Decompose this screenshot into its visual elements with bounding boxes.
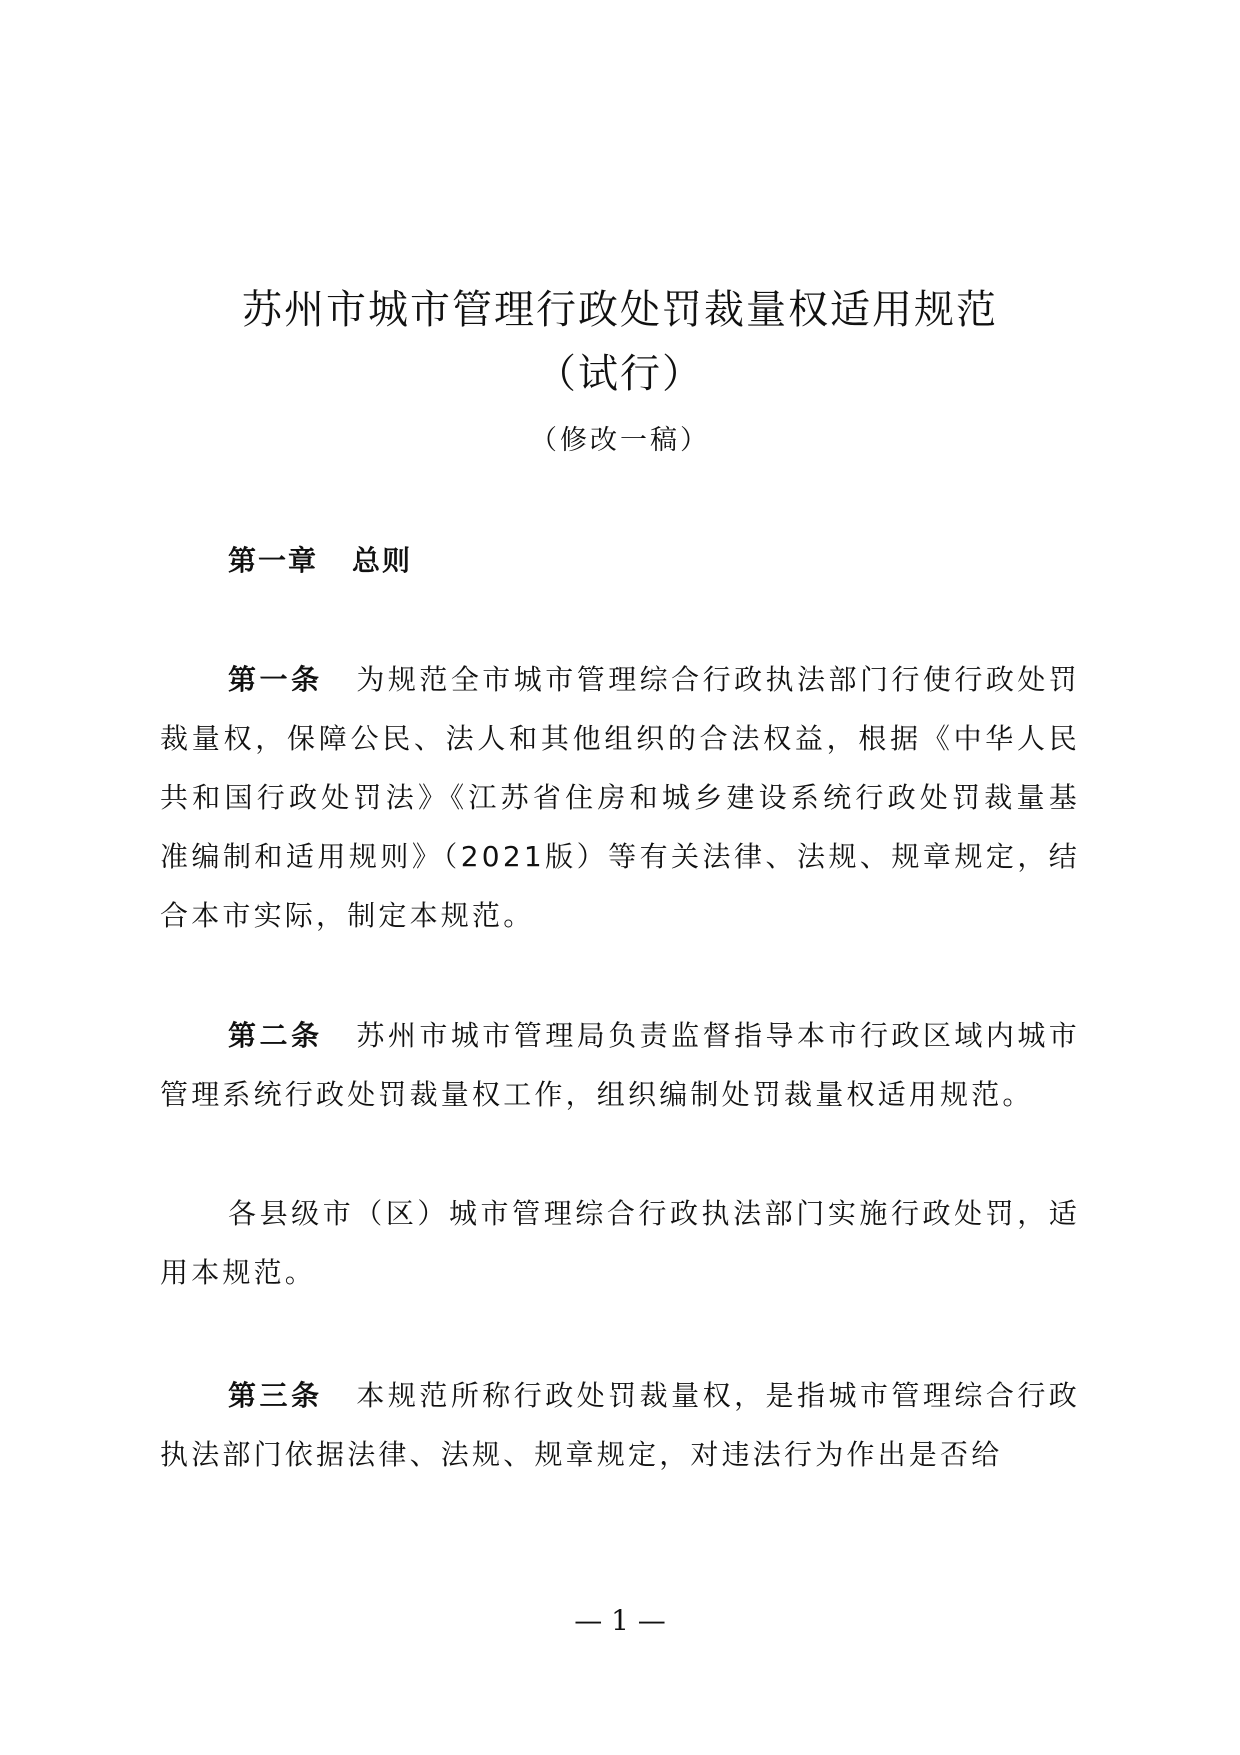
document-title-trial: （试行） xyxy=(536,351,704,397)
article-text: 为规范全市城市管理综合行政执法部门行使行政处罚裁量权，保障公民、法人和其他组织的合法权益，根据《中华人民共和国行政处罚法》《江苏省住房和城乡建设系统行政处罚裁量基准编制和适用规则》（2021版）等有关法律、法规、规章规定，结合本市实际，制定本规范。 xyxy=(160,663,1080,932)
article-label: 第三条 xyxy=(228,1379,323,1412)
article-label: 第二条 xyxy=(228,1019,323,1052)
article-text: 苏州市城市管理局负责监督指导本市行政区域内城市管理系统行政处罚裁量权工作，组织编制处罚裁量权适用规范。 xyxy=(160,1019,1080,1111)
article-2 xyxy=(160,1006,1080,1124)
page-number: — 1 — xyxy=(574,1604,666,1637)
chapter-number: 第一章 xyxy=(228,544,319,577)
document-title: 苏州市城市管理行政处罚裁量权适用规范 xyxy=(242,287,998,333)
article-1 xyxy=(160,650,1080,945)
chapter-name: 总则 xyxy=(352,544,413,577)
draft-note: （修改一稿） xyxy=(530,425,710,456)
article-3 xyxy=(160,1366,1080,1484)
chapter-heading xyxy=(228,539,412,579)
article-label: 第一条 xyxy=(228,663,323,696)
article-text: 本规范所称行政处罚裁量权，是指城市管理综合行政执法部门依据法律、法规、规章规定，对违法行为作出是否给 xyxy=(160,1379,1080,1471)
article-2-paragraph-2: 各县级市（区）城市管理综合行政执法部门实施行政处罚，适用本规范。 xyxy=(160,1197,1080,1289)
